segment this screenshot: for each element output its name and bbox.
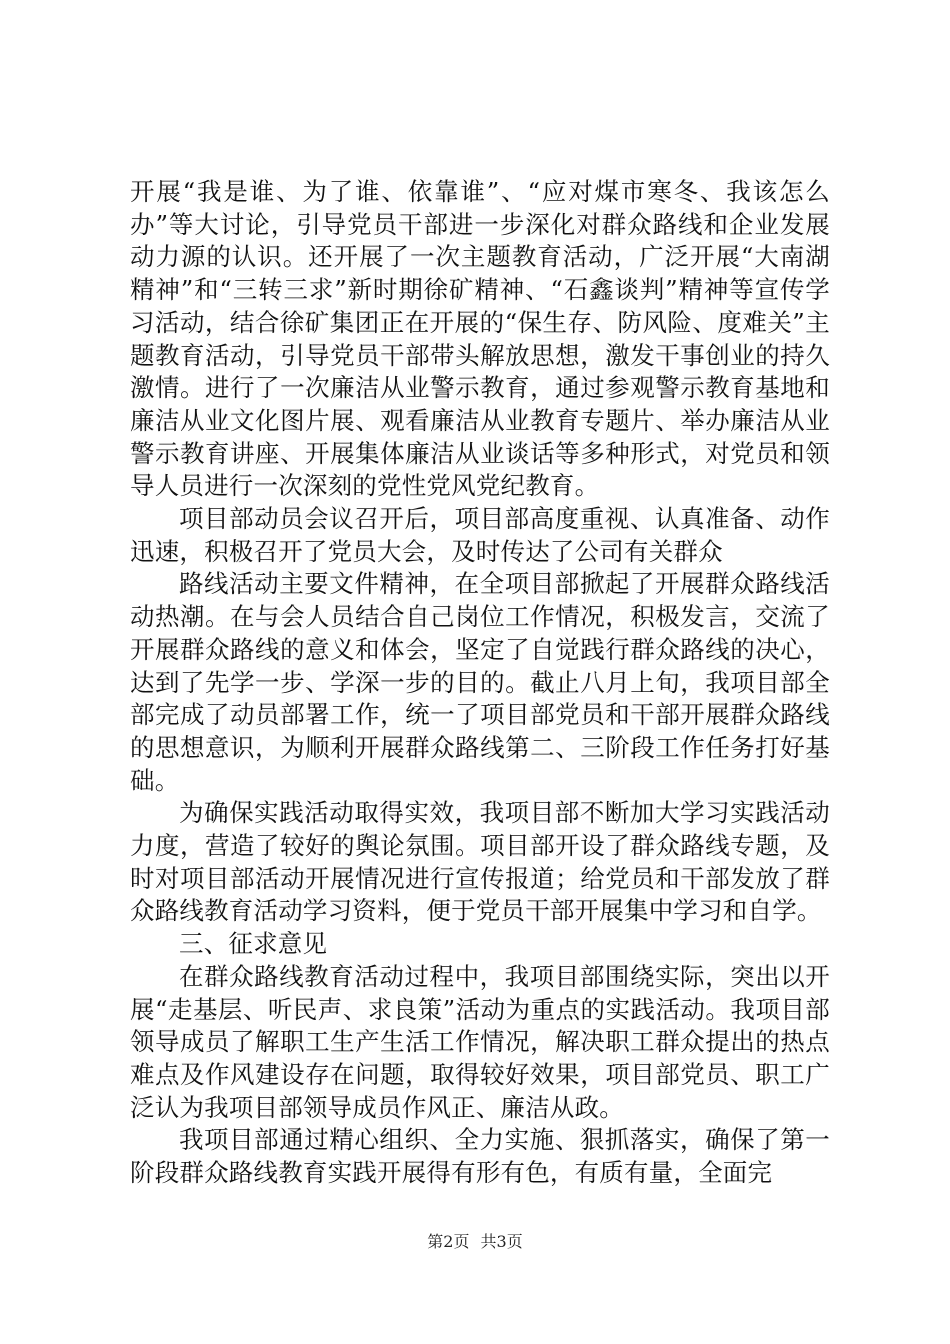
page-footer [0, 1232, 950, 1252]
page-number: 第2页 [427, 1232, 470, 1251]
section-heading: 三、征求意见 [179, 929, 328, 959]
paragraph-3: 路线活动主要文件精神，在全项目部掀起了开展群众路线活动热潮。在与会人员结合自己岗位工作情况，积极发言，交流了开展群众路线的意义和体会，坚定了自觉践行群众路线的决心，达到了先学一步、学深一步的目的。截止八月上旬，我项目部全部完成了动员部署工作，统一了项目部党员和干部开展群众路线的思想意识，为顺利开展群众路线第二、三阶段工作任务打好基础。 [130, 569, 830, 795]
paragraph-1: 开展“我是谁、为了谁、依靠谁”、“应对煤市寒冬、我该怎么办”等大讨论，引导党员干部进一步深化对群众路线和企业发展动力源的认识。还开展了一次主题教育活动，广泛开展“大南湖精神”和“三转三求”新时期徐矿精神、“石鑫谈判”精神等宣传学习活动，结合徐矿集团正在开展的“保生存、防风险、度难关”主题教育活动，引导党员干部带头解放思想，激发干事创业的持久激情。进行了一次廉洁从业警示教育，通过参观警示教育基地和廉洁从业文化图片展、观看廉洁从业教育专题片、举办廉洁从业警示教育讲座、开展集体廉洁从业谈话等多种形式，对党员和领导人员进行一次深刻的党性党风党纪教育。 [130, 177, 830, 501]
paragraph-5: 在群众路线教育活动过程中，我项目部围绕实际，突出以开展“走基层、听民声、求良策”活动为重点的实践活动。我项目部领导成员了解职工生产生活工作情况，解决职工群众提出的热点难点及作风建设存在问题，取得较好效果，项目部党员、职工广泛认为我项目部领导成员作风正、廉洁从政。 [130, 961, 830, 1122]
paragraph-4: 为确保实践活动取得实效，我项目部不断加大学习实践活动力度，营造了较好的舆论氛围。项目部开设了群众路线专题，及时对项目部活动开展情况进行宣传报道；给党员和干部发放了群众路线教育活动学习资料，便于党员干部开展集中学习和自学。 [130, 798, 830, 926]
paragraph-2: 项目部动员会议召开后，项目部高度重视、认真准备、动作迅速，积极召开了党员大会，及时传达了公司有关群众 [130, 504, 830, 566]
page-total: 共3页 [480, 1232, 523, 1251]
document-body [130, 176, 830, 1190]
paragraph-6: 我项目部通过精心组织、全力实施、狠抓落实，确保了第一阶段群众路线教育实践开展得有形有色，有质有量，全面完 [130, 1125, 830, 1188]
